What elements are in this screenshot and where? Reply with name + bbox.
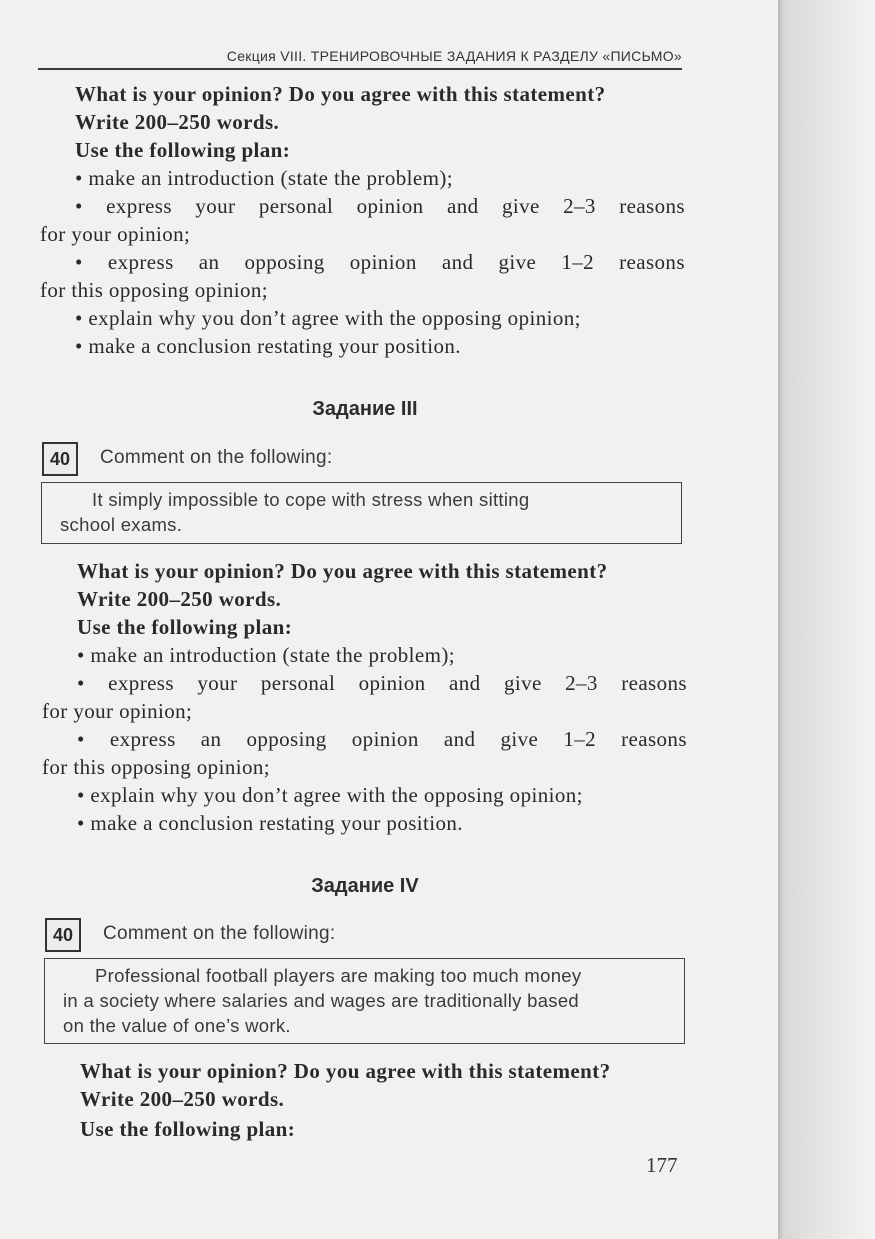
word-count-line: Write 200–250 words. — [75, 110, 280, 134]
statement-line: school exams. — [60, 514, 183, 535]
top-section — [40, 80, 685, 360]
word-count-line: Write 200–250 words. — [80, 1087, 285, 1111]
statement-line: It simply impossible to cope with stress when sitting — [92, 489, 530, 510]
statement-line: on the value of one’s work. — [63, 1015, 291, 1036]
plan-item: • express an opposing opinion and give 1–2 reasons — [77, 727, 687, 751]
task-number-badge: 40 — [45, 918, 81, 952]
plan-item: • explain why you don’t agree with the opposing opinion; — [75, 306, 581, 330]
page-number: 177 — [646, 1153, 678, 1177]
plan-item-continuation: for this opposing opinion; — [42, 755, 270, 779]
running-header: Секция VIII. ТРЕНИРОВОЧНЫЕ ЗАДАНИЯ К РАЗДЕЛУ «ПИСЬМО» — [38, 46, 682, 70]
word-count-line: Write 200–250 words. — [77, 587, 282, 611]
statement-box — [41, 482, 682, 544]
question-line: What is your opinion? Do you agree with this statement? — [80, 1059, 611, 1083]
task-title: Задание IV — [311, 875, 419, 897]
task4-instructions — [45, 1057, 690, 1143]
statement-line: Professional football players are making too much money — [95, 965, 582, 986]
plan-heading: Use the following plan: — [75, 138, 291, 162]
plan-heading: Use the following plan: — [77, 615, 293, 639]
task-number-badge: 40 — [42, 442, 78, 476]
page-edge — [778, 0, 875, 1239]
plan-item-continuation: for this opposing opinion; — [40, 278, 268, 302]
task3-instructions — [42, 557, 687, 837]
question-line: What is your opinion? Do you agree with this statement? — [75, 82, 606, 106]
question-line: What is your opinion? Do you agree with this statement? — [77, 559, 608, 583]
task-title: Задание III — [312, 398, 418, 420]
plan-item: • make an introduction (state the problem); — [75, 166, 453, 190]
plan-item: • make a conclusion restating your position. — [77, 811, 463, 835]
plan-item-continuation: for your opinion; — [42, 699, 193, 723]
plan-item: • express your personal opinion and give 2–3 reasons — [75, 194, 685, 218]
plan-item: • express an opposing opinion and give 1–2 reasons — [75, 250, 685, 274]
statement-line: in a society where salaries and wages are traditionally based — [63, 990, 580, 1011]
plan-item: • express your personal opinion and give 2–3 reasons — [77, 671, 687, 695]
task-prompt: Comment on the following: — [100, 447, 333, 468]
statement-box — [44, 958, 685, 1044]
plan-item: • explain why you don’t agree with the opposing opinion; — [77, 783, 583, 807]
plan-item: • make a conclusion restating your position. — [75, 334, 461, 358]
task-prompt: Comment on the following: — [103, 923, 336, 944]
plan-item-continuation: for your opinion; — [40, 222, 191, 246]
plan-heading: Use the following plan: — [80, 1117, 296, 1141]
plan-item: • make an introduction (state the problem); — [77, 643, 455, 667]
